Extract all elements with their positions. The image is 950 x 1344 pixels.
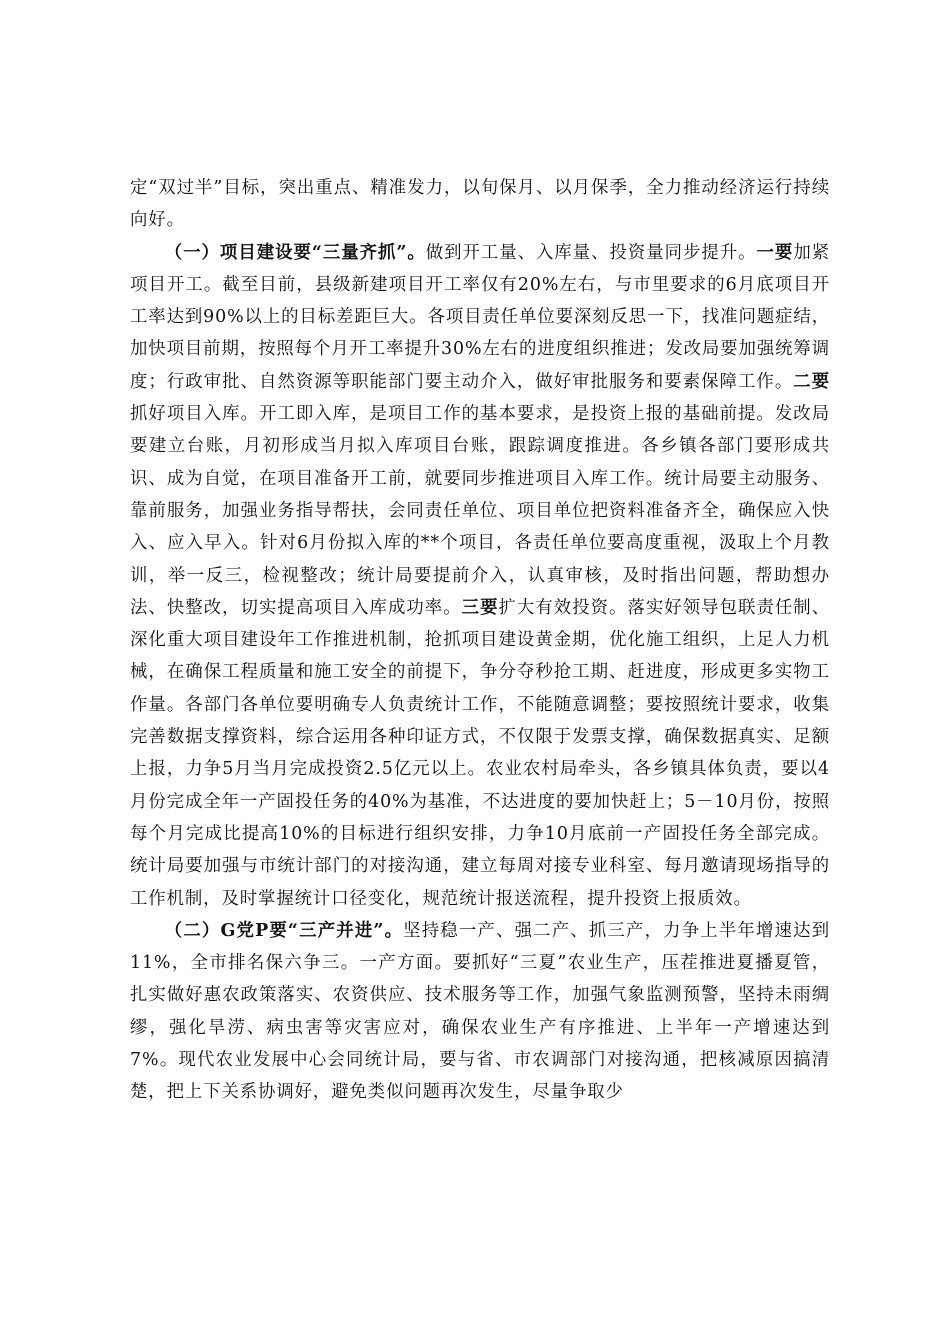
document-body xyxy=(130,172,830,1109)
section-heading-two: （二）G党P要“三产并进”。 xyxy=(164,920,404,941)
paragraph-text: 定“双过半”目标，突出重点、精准发力，以旬保月、以月保季，全力推动经济运行持续向好。 xyxy=(130,178,830,231)
paragraph-text: 扩大有效投资。落实好领导包联责任制、深化重大项目建设年工作推进机制，抢抓项目建设黄金期，优化施工组织，上足人力机械，在确保工程质量和施工安全的前提下，争分夺秒抢工期、赶进度，形成更多实物工作量。各部门各单位要明确专人负责统计工作，不能随意调整；要按照统计要求，收集完善数据支撑资料，综合运用各种印证方式，不仅限于发票支撑，确保数据真实、足额上报，力争5月当月完成投资2.5亿元以上。农业农村局牵头，各乡镇具体负责，要以4月份完成全年一产固投任务的40%为基准，不达进度的要加快赶上；5－10月份，按照每个月完成比提高10%的目标进行组织安排，力争10月底前一产固投任务全部完成。统计局要加强与市统计部门的对接沟通，建立每周对接专业科室、每月邀请现场指导的工作机制，及时掌握统计口径变化，规范统计报送流程，提升投资上报质效。 xyxy=(130,597,831,909)
paragraph-gdp xyxy=(130,915,830,1109)
paragraph-text: 坚持稳一产、强二产、抓三产，力争上半年增速达到11%，全市排名保六争三。一产方面。要抓好“三夏”农业生产，压茬推进夏播夏管，扎实做好惠农政策落实、农资供应、技术服务等工作，加强气象监测预警，坚持未雨绸缪，强化旱涝、病虫害等灾害应对，确保农业生产有序推进、上半年一产增速达到7%。现代农业发展中心会同统计局，要与省、市农调部门对接沟通，把核减原因搞清楚，把上下关系协调好，避免类似问题再次发生，尽量争取少 xyxy=(130,920,830,1103)
paragraph-text: 抓好项目入库。开工即入库，是项目工作的基本要求，是投资上报的基础前提。发改局要建立台账，月初形成当月拟入库项目台账，跟踪调度推进。各乡镇各部门要形成共识、成为自觉，在项目准备开工前，就要同步推进项目入库工作。统计局要主动服务、靠前服务，加强业务指导帮扶，会同责任单位、项目单位把资料准备齐全，确保应入快入、应入早入。针对6月份拟入库的**个项目，各责任单位要高度重视，汲取上个月教训，举一反三，检视整改；统计局要提前介入，认真审核，及时指出问题，帮助想办法、快整改，切实提高项目入库成功率。 xyxy=(130,404,830,618)
section-heading-one: （一）项目建设要“三量齐抓”。 xyxy=(164,242,426,263)
paragraph-text: 做到开工量、入库量、投资量同步提升。 xyxy=(425,242,757,263)
paragraph-intro-continuation xyxy=(130,172,830,237)
keyword-first: 一要 xyxy=(756,242,794,263)
keyword-third: 三要 xyxy=(461,597,499,618)
paragraph-text: 加紧项目开工。截至目前，县级新建项目开工率仅有20%左右，与市里要求的6月底项目开工率达到90%以上的目标差距巨大。各项目责任单位要深刻反思一下，找准问题症结，加快项目前期，按照每个月开工率提升30%左右的进度组织推进；发改局要加强统筹调度；行政审批、自然资源等职能部门要主动介入，做好审批服务和要素保障工作。 xyxy=(130,242,830,392)
keyword-second: 二要 xyxy=(793,371,830,392)
paragraph-project-construction xyxy=(130,237,830,915)
